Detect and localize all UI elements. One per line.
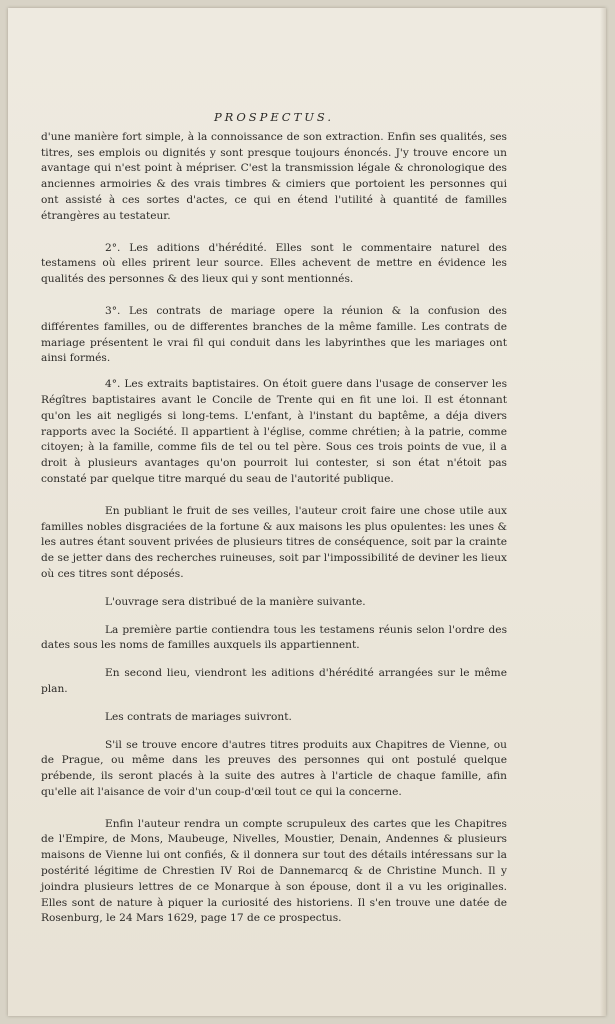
paragraph-second-lieu: En second lieu, viendront les aditions d'hérédité arrangées sur le même plan. bbox=[41, 667, 507, 695]
paragraph-enfin: Enfin l'auteur rendra un compte scrupuleux des cartes que les Chapitres de l'Empire, de Mons, Maubeuge, Nivelles, Moustier, Denain, Andennes & plusieurs maisons de Vienne lui ont confiés, & il donnera sur tout des détails intéressans sur la postérité légitime de Chrestien IV Roi de Dannemarcq & de Christine Munch. Il y joindra plusieurs lettres de ce Monarque à son épouse, dont il a vu les originalles. Elles sont de nature à piquer la curiosité des historiens. Il s'en trouve une datée de Rosenburg, le 24 Mars 1629, page 17 de ce prospectus. bbox=[41, 817, 507, 925]
paragraph-contrats: 3°. Les contrats de mariage opere la réunion & la confusion des différentes familles, ou de differentes branches de la même famille. Les contrats de mariage présentent le vrai fil qui conduit dans les labyrinthes que les mariages ont ainsi formés. bbox=[41, 304, 507, 365]
paragraph-distribution: L'ouvrage sera distribué de la manière suivante. bbox=[105, 595, 366, 608]
paragraph-intro: d'une manière fort simple, à la connoissance de son extraction. Enfin ses qualités, ses titres, ses emplois ou dignités y sont presque toujours énoncés. J'y trouve encore un avantage qui n'est point à mépriser. C'est la transmission légale & chronologique des anciennes armoiries & des vrais timbres & cimiers que portoient les personnes qui ont assisté à ces sortes d'actes, ce qui en étend l'utilité à quantité de familles étrangères au testateur. bbox=[41, 130, 507, 222]
paragraph-aditions: 2°. Les aditions d'hérédité. Elles sont le commentaire naturel des testamens où elles prirent leur source. Elles achevent de mettre en évidence les qualités des personnes & des lieux qui y sont mentionnés. bbox=[41, 241, 507, 286]
paragraph-extraits: 4°. Les extraits baptistaires. On étoit guere dans l'usage de conserver les Régîtres baptistaires avant le Concile de Trente qui en fit une loi. Il est étonnant qu'on les ait negligés si long-tems. L'enfant, à l'instant du baptême, a déja divers rapports avec la Société. Il appartient à l'église, comme chrétien; à la patrie, comme citoyen; à la famille, comme fils de tel ou tel père. Sous ces trois points de vue, il a droit à plusieurs avantages qu'on pourroit lui contester, si son état n'étoit pas constaté par quelque titre marqué du seau de l'autorité publique. bbox=[41, 378, 507, 485]
document-body bbox=[41, 110, 507, 927]
paragraph-contrats-suivront: Les contrats de mariages suivront. bbox=[105, 710, 292, 723]
document-page bbox=[8, 8, 606, 1016]
page-title: PROSPECTUS. bbox=[213, 110, 335, 124]
paragraph-publiant: En publiant le fruit de ses veilles, l'auteur croit faire une chose utile aux familles nobles disgraciées de la fortune & aux maisons les plus opulentes: les unes & les autres étant souvent privées de plusieurs titres de conséquence, soit par la crainte de se jetter dans des recherches ruineuses, soit par l'impossibilité de deviner les lieux où ces titres sont déposés. bbox=[41, 504, 507, 580]
paragraph-chapitres: S'il se trouve encore d'autres titres produits aux Chapitres de Vienne, ou de Prague, ou même dans les preuves des personnes qui ont postulé quelque prébende, ils seront placés à la suite des autres à l'article de chaque famille, afin qu'elle ait l'aisance de voir d'un coup-d'œil tout ce qui la concerne. bbox=[41, 738, 507, 798]
paragraph-premiere-partie: La première partie contiendra tous les testamens réunis selon l'ordre des dates sous les noms de familles auxquels ils appartiennent. bbox=[41, 623, 507, 652]
